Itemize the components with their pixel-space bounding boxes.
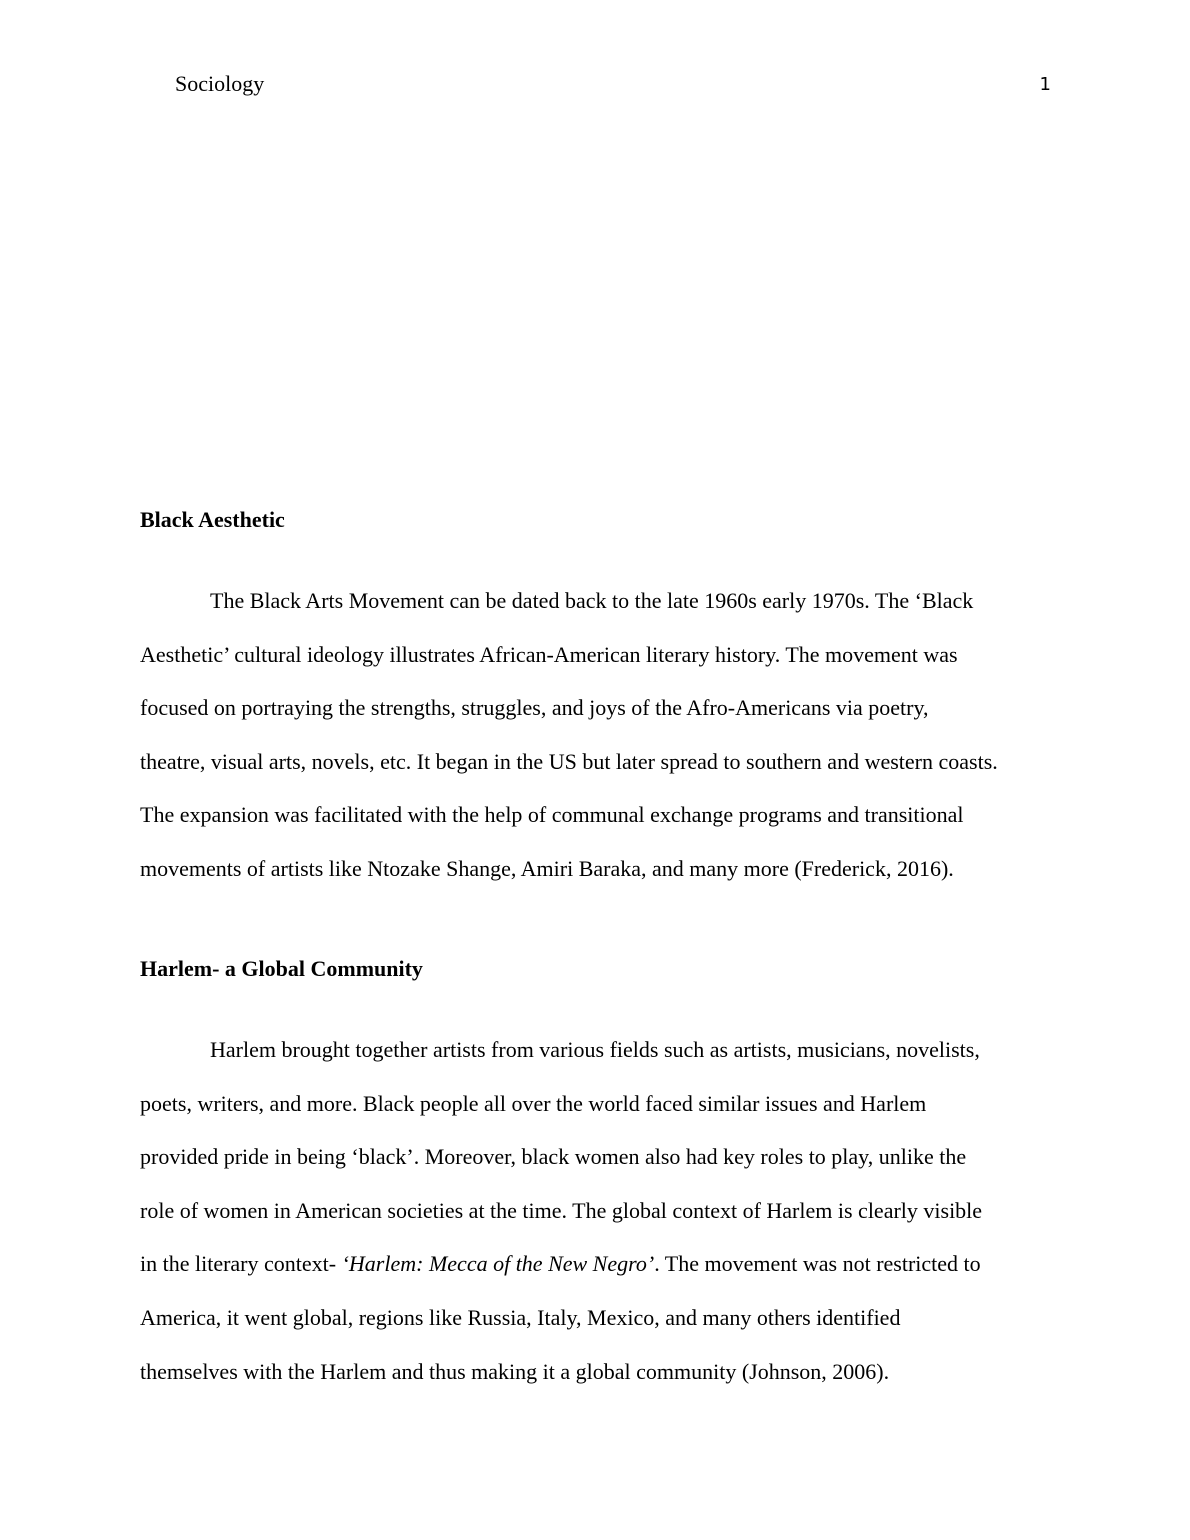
- section-heading: Black Aesthetic: [140, 507, 285, 532]
- paragraph-line: America, it went global, regions like Russia, Italy, Mexico, and many others identified: [140, 1304, 901, 1330]
- paragraph-line: The Black Arts Movement can be dated back to the late 1960s early 1970s. The ‘Black: [210, 588, 974, 613]
- paragraph-line: provided pride in being ‘black’. Moreover, black women also had key roles to play, unlike the: [140, 1144, 967, 1170]
- section-harlem-global-community: [140, 953, 1052, 1398]
- paragraph-line: theatre, visual arts, novels, etc. It began in the US but later spread to southern and western coasts.: [140, 748, 998, 774]
- paragraph-line: themselves with the Harlem and thus making it a global community (Johnson, 2006).: [140, 1358, 890, 1384]
- section-heading: Harlem- a Global Community: [140, 956, 423, 981]
- paragraph-line: The expansion was facilitated with the help of communal exchange programs and transitional: [140, 802, 964, 828]
- section-black-aesthetic: [140, 504, 1052, 896]
- paragraph-line: movements of artists like Ntozake Shange, Amiri Baraka, and many more (Frederick, 2016).: [140, 855, 954, 881]
- line-text-after: . The movement was not restricted to: [654, 1251, 981, 1277]
- paragraph-line: focused on portraying the strengths, struggles, and joys of the Afro-Americans via poetry,: [140, 695, 929, 721]
- paragraph-line: Aesthetic’ cultural ideology illustrates African-American literary history. The movement was: [140, 641, 958, 667]
- paragraph-line: role of women in American societies at the time. The global context of Harlem is clearly visible: [140, 1197, 983, 1223]
- paragraph-line: Harlem brought together artists from various fields such as artists, musicians, novelists,: [210, 1037, 980, 1062]
- running-head: Sociology: [175, 71, 265, 96]
- page-number: 1: [1039, 74, 1051, 95]
- paragraph-line-with-title: [140, 1237, 1052, 1291]
- paragraph-line: poets, writers, and more. Black people all over the world faced similar issues and Harlem: [140, 1090, 927, 1116]
- section-paragraph: [140, 1023, 1052, 1398]
- line-text-before: in the literary context-: [140, 1251, 342, 1277]
- cited-work-title: ‘Harlem: Mecca of the New Negro’: [341, 1251, 655, 1277]
- section-paragraph: [140, 574, 1052, 896]
